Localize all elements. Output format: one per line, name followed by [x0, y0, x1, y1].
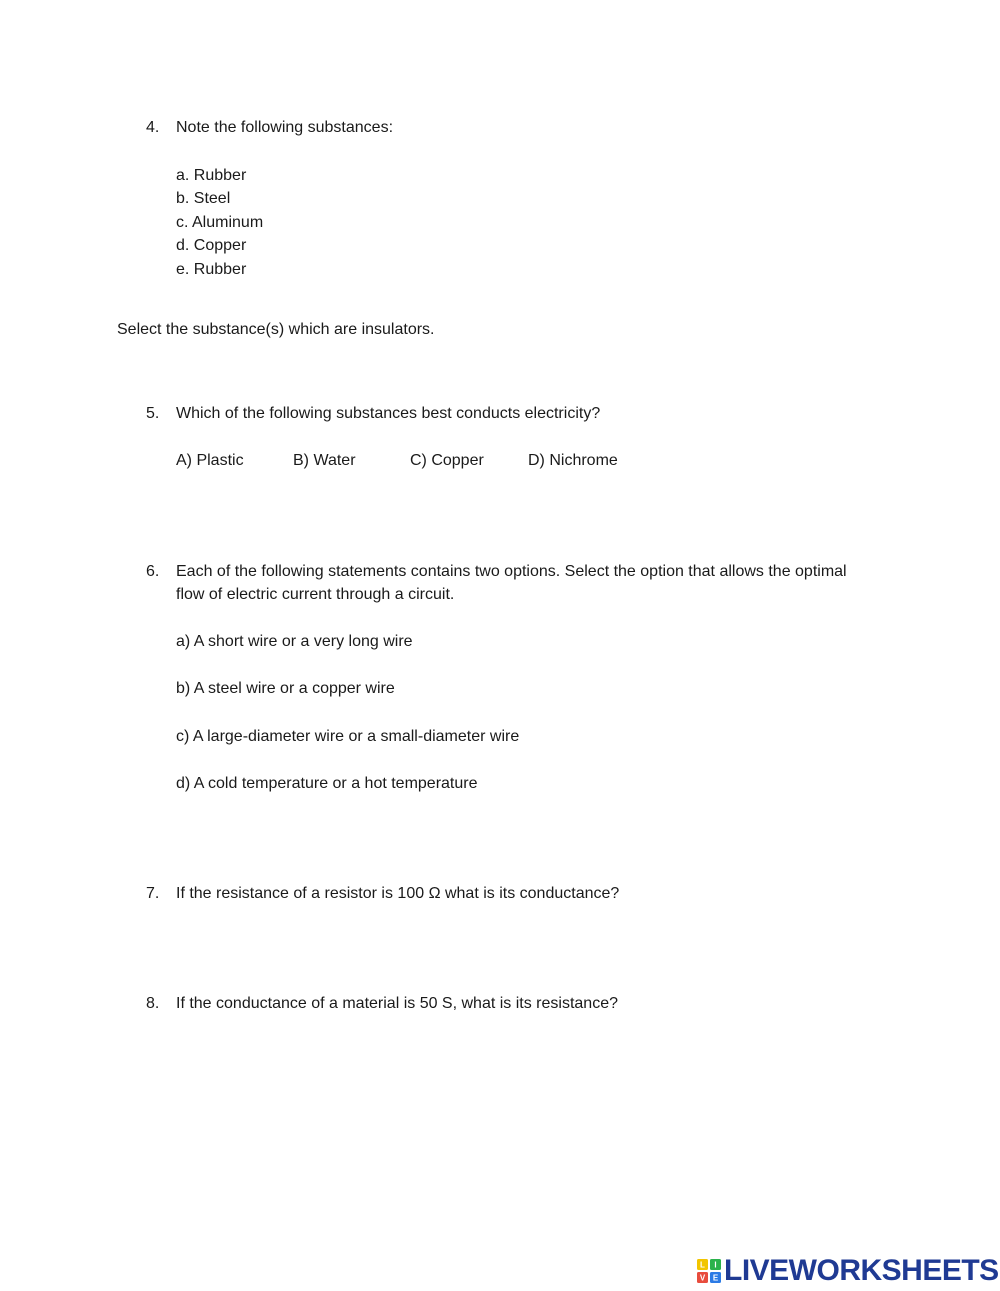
svg-text:E: E [712, 1273, 719, 1283]
svg-text:L: L [700, 1260, 705, 1270]
q4-option-c: c. Aluminum [176, 214, 264, 231]
q5-option-b: B) Water [293, 452, 356, 469]
q5-option-c: C) Copper [410, 452, 484, 469]
svg-text:I: I [714, 1260, 717, 1270]
q8-text: If the conductance of a material is 50 S, what is its resistance? [176, 995, 618, 1012]
q6-text-line2: flow of electric current through a circuit. [176, 586, 455, 603]
q4-instruction: Select the substance(s) which are insulators. [117, 321, 435, 338]
q4-text: Note the following substances: [176, 119, 394, 136]
liveworksheets-logo-icon [697, 1259, 721, 1283]
q6-option-c: c) A large-diameter wire or a small-diameter wire [176, 728, 520, 745]
q4-option-e: e. Rubber [176, 261, 247, 278]
q4-option-a: a. Rubber [176, 167, 247, 184]
logo-text: LIVEWORKSHEETS [724, 1254, 999, 1287]
q8-number: 8. [146, 995, 160, 1012]
q6-option-a: a) A short wire or a very long wire [176, 633, 413, 650]
q5-option-d: D) Nichrome [528, 452, 618, 469]
q7-number: 7. [146, 885, 160, 902]
q4-option-b: b. Steel [176, 190, 231, 207]
q6-text-line1: Each of the following statements contains two options. Select the option that allows the optimal [176, 563, 847, 580]
q5-number: 5. [146, 405, 160, 422]
svg-text:V: V [699, 1273, 706, 1283]
q7-text: If the resistance of a resistor is 100 Ω what is its conductance? [176, 885, 620, 902]
q4-option-d: d. Copper [176, 237, 247, 254]
q6-number: 6. [146, 563, 160, 580]
q6-option-b: b) A steel wire or a copper wire [176, 680, 395, 697]
q5-option-a: A) Plastic [176, 452, 244, 469]
q4-number: 4. [146, 119, 160, 136]
q6-option-d: d) A cold temperature or a hot temperature [176, 775, 478, 792]
liveworksheets-logo[interactable] [697, 1255, 999, 1287]
q5-text: Which of the following substances best conducts electricity? [176, 405, 601, 422]
